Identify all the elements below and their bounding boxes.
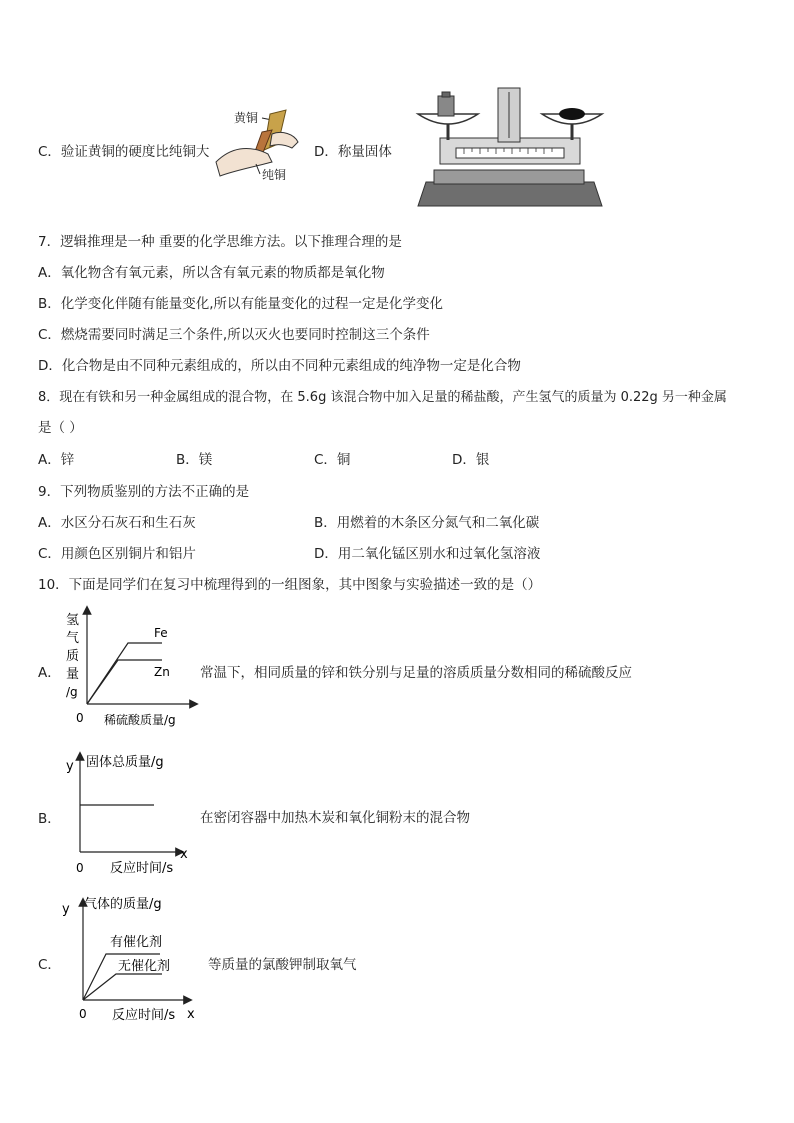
q8-stem-line1: 8．现在有铁和另一种金属组成的混合物，在 5.6g 该混合物中加入足量的稀盐酸，产生氢气的质量为 0.22g 另一种金属 [38,390,727,405]
q9-stem: 9．下列物质鉴别的方法不正确的是 [38,484,250,500]
q10-option-c-label: C． [38,957,61,973]
graph-a-ylabel-5: /g [66,685,78,699]
q6-option-d: D．称量固体 [314,144,392,160]
q7-stem: 7．逻辑推理是一种 重要的化学思维方法。以下推理合理的是 [38,234,402,250]
q10-option-c-desc: 等质量的氯酸钾制取氧气 [208,957,357,973]
graph-b-xlabel: 反应时间/s [110,861,174,876]
q10-option-b-label: B． [38,811,61,827]
graph-a-origin: 0 [76,711,84,725]
graph-a-xlabel: 稀硫酸质量/g [104,713,176,727]
q6-option-c: C．验证黄铜的硬度比纯铜大 [38,144,210,160]
brass-copper-scratch-illustration [212,104,302,186]
graph-b-ylabel: 固体总质量/g [86,755,164,770]
graph-b-origin: 0 [76,861,84,875]
graph-c [62,888,212,1024]
graph-c-label-with-catalyst: 有催化剂 [110,935,163,950]
q9-option-c: C．用颜色区别铜片和铝片 [38,546,196,562]
graph-c-origin: 0 [79,1007,87,1021]
q7-option-a: A．氧化物含有氧元素，所以含有氧元素的物质都是氧化物 [38,265,385,281]
scale-base [418,182,602,206]
graph-a-series-fe [87,643,162,704]
graph-c-x: x [187,1007,195,1022]
graph-a-ylabel-3: 质 [66,649,80,664]
graph-a [62,604,202,728]
q8-option-d: D．银 [452,452,490,468]
graph-a-ylabel-4: 量 [66,667,80,682]
graph-c-xlabel: 反应时间/s [112,1008,176,1023]
graph-a-ylabel-2: 气 [66,631,80,646]
q10-option-b-desc: 在密闭容器中加热木炭和氧化铜粉末的混合物 [200,810,470,826]
weight-knob [442,92,450,97]
graph-c-y: y [62,902,70,917]
graph-b-x: x [180,847,188,862]
q10-option-a-desc: 常温下，相同质量的锌和铁分别与足量的溶质质量分数相同的稀硫酸反应 [200,665,632,681]
weight [438,96,454,116]
graph-a-series-zn [87,660,162,704]
q8-stem-line2: 是（ ） [38,420,83,436]
copper-label: 纯铜 [262,168,287,182]
q8-option-c: C．铜 [314,452,351,468]
graph-c-series-without-catalyst [83,974,162,1000]
q7-option-d: D．化合物是由不同种元素组成的，所以由不同种元素组成的纯净物一定是化合物 [38,358,521,374]
q9-option-b: B．用燃着的木条区分氮气和二氧化碳 [314,515,540,531]
graph-c-ylabel: 气体的质量/g [84,897,162,912]
q8-option-a: A．锌 [38,452,75,468]
graph-a-label-fe: Fe [154,626,168,640]
q10-stem: 10．下面是同学们在复习中梳理得到的一组图象，其中图象与实验描述一致的是（） [38,577,542,593]
graph-b [62,748,202,878]
q9-option-a: A．水区分石灰石和生石灰 [38,515,196,531]
q7-option-c: C．燃烧需要同时满足三个条件,所以灭火也要同时控制这三个条件 [38,327,430,343]
balance-scale-illustration [412,82,606,208]
scale-platform [434,170,584,184]
q9-option-d: D．用二氧化锰区别水和过氧化氢溶液 [314,546,541,562]
graph-a-label-zn: Zn [154,665,170,679]
graph-c-label-without-catalyst: 无催化剂 [118,959,171,974]
q10-option-a-label: A． [38,665,61,681]
brass-label: 黄铜 [234,111,259,125]
graph-a-ylabel-1: 氢 [66,613,80,628]
graph-b-y: y [66,759,74,774]
q8-option-b: B．镁 [176,452,213,468]
solid-sample [559,108,585,120]
q7-option-b: B．化学变化伴随有能量变化,所以有能量变化的过程一定是化学变化 [38,296,444,312]
